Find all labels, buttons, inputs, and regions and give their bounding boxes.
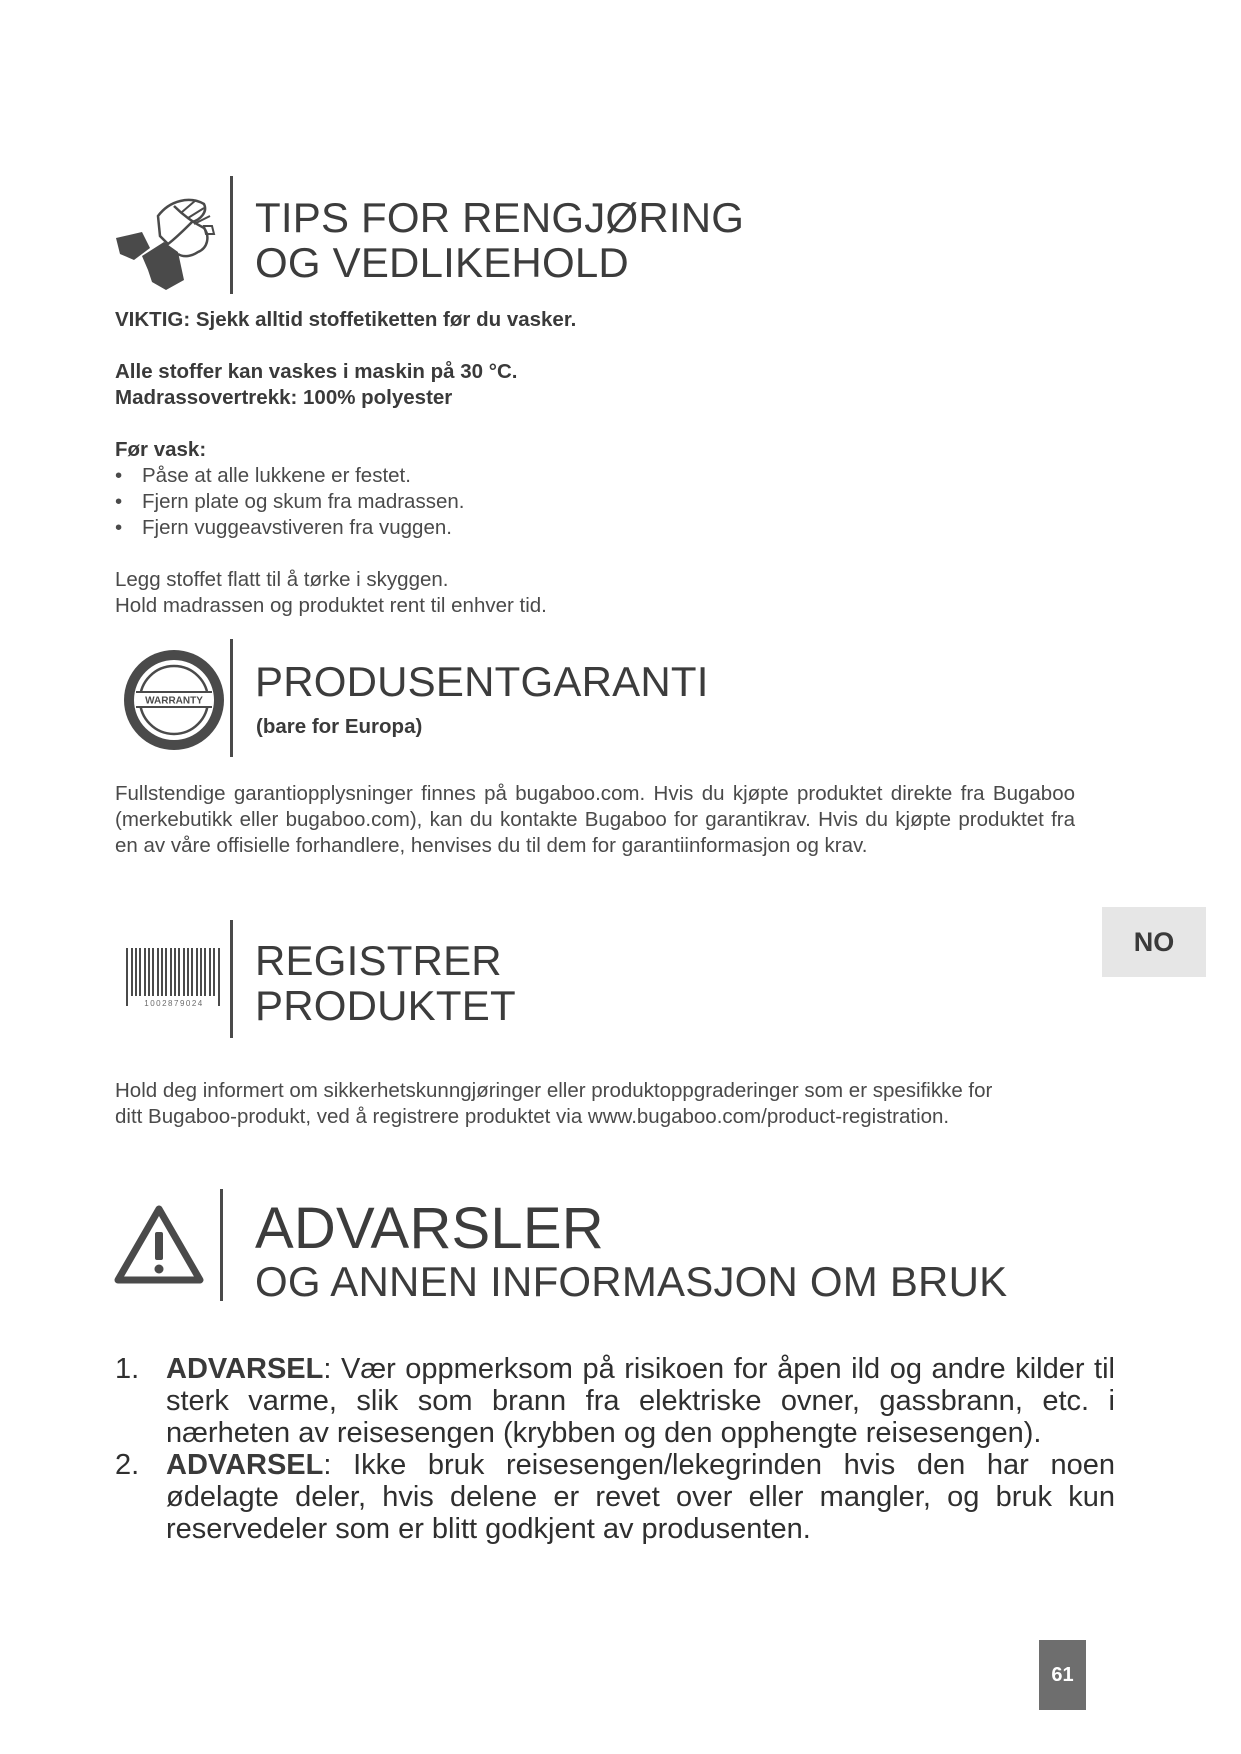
warranty-title: PRODUSENTGARANTI <box>255 658 709 705</box>
list-item <box>115 1353 1115 1449</box>
list-item: • Fjern plate og skum fra madrassen. <box>115 489 464 515</box>
cleaning-title-line1: TIPS FOR RENGJØRING <box>255 194 745 241</box>
wash-temperature: Alle stoffer kan vaskes i maskin på 30 °C. <box>115 360 518 383</box>
register-title <box>255 938 516 1029</box>
drying-line: Legg stoffet flatt til å tørke i skyggen. <box>115 568 449 591</box>
register-body <box>115 1078 992 1130</box>
warning-text: : Vær oppmerksom på risikoen for åpen ild og andre kilder til sterk varme, slik som brann fra elektriske ovner, gassbrann, etc. i nærheten av reisesengen (krybben og den opphengte reisesengen). <box>166 1353 1115 1449</box>
important-note: VIKTIG: Sjekk alltid stoffetiketten før du vasker. <box>115 308 577 331</box>
cleaning-title-line2: OG VEDLIKEHOLD <box>255 239 629 287</box>
register-title-line1: REGISTRER <box>255 937 502 984</box>
warranty-badge-text: WARRANTY <box>145 695 203 707</box>
register-body-line1: Hold deg informert om sikkerhetskunngjøringer eller produktoppgraderinger som er spesifikke for <box>115 1079 993 1102</box>
section-divider <box>220 1189 223 1301</box>
warnings-title-line2: OG ANNEN INFORMASJON OM BRUK <box>255 1258 1008 1305</box>
list-item: • Påse at alle lukkene er festet. <box>115 463 464 489</box>
section-divider <box>230 639 233 757</box>
warnings-title <box>255 1196 1008 1305</box>
register-body-line2: ditt Bugaboo-produkt, ved å registrere produktet via www.bugaboo.com/product-registration. <box>115 1105 950 1128</box>
barcode-digits: 1002879024 <box>144 999 204 1008</box>
care-line: Hold madrassen og produktet rent til enhver tid. <box>115 594 547 617</box>
warranty-body: Fullstendige garantiopplysninger finnes på bugaboo.com. Hvis du kjøpte produktet direkte fra Bugaboo (merkebutikk eller bugaboo.com), kan du kontakte Bugaboo for garantikrav. Hvis du kjøpte produktet fra en av våre offisielle forhandlere, henvises du til dem for garantiinformasjon og krav. <box>115 782 1075 857</box>
warnings-title-line1: ADVARSLER <box>255 1196 604 1261</box>
list-item <box>115 1449 1115 1545</box>
warning-label: ADVARSEL <box>166 1449 324 1481</box>
warning-triangle-icon <box>114 1204 204 1286</box>
language-tab: NO <box>1102 907 1206 977</box>
warning-label: ADVARSEL <box>166 1353 324 1385</box>
list-item: • Fjern vuggeavstiveren fra vuggen. <box>115 515 464 541</box>
cleaning-title <box>255 195 744 286</box>
page-number: 61 <box>1039 1640 1086 1710</box>
before-wash-list <box>115 463 464 541</box>
section-divider <box>230 176 233 294</box>
before-wash <box>115 437 464 541</box>
warranty-seal-icon <box>122 640 227 758</box>
warnings-list <box>115 1353 1115 1545</box>
register-title-line2: PRODUKTET <box>255 982 516 1030</box>
warning-text: : Ikke bruk reisesengen/lekegrinden hvis den har noen ødelagte deler, hvis delene er revet over eller mangler, og bruk kun reservedeler som er blitt godkjent av produsenten. <box>166 1449 1115 1545</box>
wash-info <box>115 359 517 411</box>
warranty-subtitle: (bare for Europa) <box>256 715 423 738</box>
warning-number: 1. <box>115 1353 140 1385</box>
warning-number: 2. <box>115 1449 140 1481</box>
washing-hands-icon <box>112 186 222 296</box>
mattress-cover-material: Madrassovertrekk: 100% polyester <box>115 386 453 409</box>
section-divider <box>230 920 233 1038</box>
barcode-icon <box>124 944 224 1014</box>
before-wash-label: Før vask: <box>115 438 207 461</box>
drying-info <box>115 567 547 619</box>
